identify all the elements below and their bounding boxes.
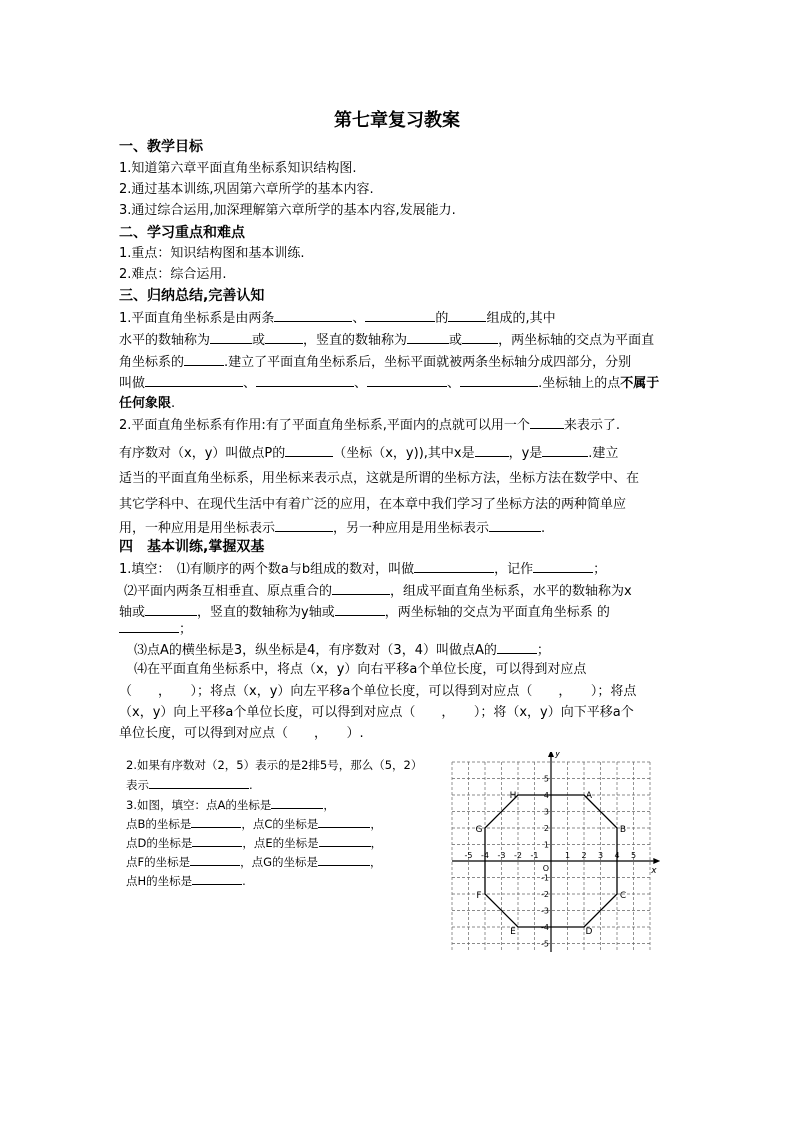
point-label-c: C [619, 891, 627, 901]
text: ， [370, 817, 382, 831]
blank[interactable] [475, 443, 509, 457]
blank[interactable] [145, 373, 243, 387]
blank[interactable] [191, 814, 241, 828]
point-label-g: G [475, 825, 483, 835]
text: 叫做 [119, 376, 146, 391]
objective-3: 3.通过综合运用,加深理解第六章所学的基本内容,发展能力. [119, 203, 456, 218]
y-tick-label: -4 [541, 923, 549, 932]
blank[interactable] [489, 518, 541, 532]
blank[interactable] [192, 833, 242, 847]
blank[interactable] [192, 871, 242, 885]
x-tick-label: 1 [564, 851, 571, 860]
summary-line-1 [119, 308, 556, 328]
blank[interactable] [530, 415, 564, 429]
x-tick-label: -1 [530, 851, 539, 860]
blank[interactable] [271, 795, 323, 809]
fill-q4-line2: （ ， ）；将点（x，y）向左平移a个单位长度，可以得到对应点（ ， ）；将点 [119, 684, 637, 699]
point-label-h: H [509, 791, 517, 801]
text: 3.如图，填空：点A的坐标是 [126, 798, 272, 812]
text: ； [593, 562, 607, 577]
blank[interactable] [533, 559, 593, 573]
y-tick-label: -2 [541, 890, 549, 899]
x-tick-label: 2 [581, 851, 587, 860]
y-axis-arrow-icon [548, 752, 554, 757]
fill-q2-line3 [119, 619, 192, 639]
text: . [541, 521, 546, 536]
text: 1.平面直角坐标系是由两条 [119, 311, 275, 326]
x-tick-label: -5 [464, 851, 473, 860]
blank[interactable] [275, 518, 333, 532]
section-1-heading: 一、教学目标 [119, 139, 203, 155]
text: ； [536, 643, 550, 658]
summary-line-8: 适当的平面直角坐标系，用坐标来表示点，这就是所谓的坐标方法，坐标方法在数学中、在 [119, 471, 640, 486]
exercise-3-row-fg [126, 852, 382, 871]
fill-q4-line1: ⑷在平面直角坐标系中，将点（x，y）向右平移a个单位长度，可以得到对应点 [134, 662, 587, 677]
point-label-d: D [585, 927, 593, 937]
text: . [242, 874, 246, 888]
y-tick-label: -1 [541, 873, 549, 883]
text: .建立了平面直角坐标系后，坐标平面就被两条坐标轴分成四部分，分别 [224, 355, 632, 370]
text: ，两坐标轴的交点为平面直角坐标系 的 [384, 605, 610, 620]
text: 的 [435, 311, 449, 326]
text: （坐标（x，y)),其中x是 [333, 446, 475, 461]
y-tick-label: 5 [543, 774, 549, 784]
text: 点F的坐标是 [126, 855, 191, 869]
point-label-a: A [585, 791, 593, 801]
text: ，组成平面直角坐标系，水平的数轴称为x [390, 584, 632, 599]
blank[interactable] [285, 443, 333, 457]
blank[interactable] [414, 559, 494, 573]
text: ⑶点A的横坐标是3，纵坐标是4，有序数对（3，4）叫做点A的 [134, 643, 497, 658]
y-tick-label: -3 [541, 906, 549, 916]
text: ， [323, 798, 335, 812]
text: .坐标轴上的点 [538, 376, 621, 391]
blank[interactable] [335, 602, 385, 616]
section-3-heading: 三、归纳总结,完善认知 [119, 288, 265, 304]
text: ，两坐标轴的交点为平面直 [498, 333, 655, 348]
exercise-2-line2 [126, 775, 253, 794]
fill-q1 [119, 559, 606, 579]
text: ，竖直的数轴称为y轴或 [197, 605, 335, 620]
exercise-3-row-de [126, 833, 382, 852]
fill-q4-line4: 单位长度，可以得到对应点（ ， ）. [119, 726, 364, 741]
y-tick-label: 1 [543, 840, 549, 850]
y-axis-label: y [555, 752, 561, 760]
summary-line-9: 其它学科中、在现代生活中有着广泛的应用，在本章中我们学习了坐标方法的两种简单应 [119, 497, 627, 512]
blank[interactable] [184, 352, 224, 366]
blank[interactable] [145, 602, 197, 616]
y-tick-label: -5 [541, 939, 549, 949]
page-title: 第七章复习教案 [334, 110, 460, 131]
blank[interactable] [462, 330, 498, 344]
blank[interactable] [367, 373, 447, 387]
text: . [171, 396, 176, 411]
y-tick-label: 4 [543, 791, 549, 800]
section-2-heading: 二、学习重点和难点 [119, 225, 245, 241]
point-label-f: F [476, 891, 482, 901]
x-tick-label: -3 [497, 851, 506, 860]
blank[interactable] [318, 852, 370, 866]
text: 、 [243, 376, 257, 391]
blank[interactable] [407, 330, 449, 344]
point-label-b: B [619, 825, 627, 835]
text: 点D的坐标是 [126, 836, 193, 850]
blank[interactable] [318, 814, 370, 828]
objective-1: 1.知道第六章平面直角坐标系知识结构图. [119, 161, 357, 176]
blank[interactable] [119, 619, 179, 633]
blank[interactable] [497, 640, 537, 654]
text: 表示 [126, 778, 149, 792]
text: ， [370, 855, 382, 869]
blank[interactable] [210, 330, 252, 344]
summary-line-7 [119, 443, 618, 463]
summary-line-4 [119, 373, 659, 393]
y-tick-label: 3 [543, 807, 549, 817]
text: ，点E的坐标是 [242, 836, 319, 850]
text: ，点C的坐标是 [241, 817, 319, 831]
text: ； [179, 622, 193, 637]
blank[interactable] [448, 308, 486, 322]
text: . [249, 778, 253, 792]
coordinate-grid-figure [448, 752, 660, 952]
section-4-heading: 四 基本训练,掌握双基 [119, 539, 265, 555]
fill-q2-line1 [124, 581, 632, 601]
text: 来表示了. [563, 418, 621, 433]
blank[interactable] [319, 833, 371, 847]
text: 组成的,其中 [486, 311, 556, 326]
summary-line-10 [119, 518, 545, 538]
text: ， [370, 836, 383, 850]
origin-label: O [542, 864, 549, 873]
blank[interactable] [190, 852, 240, 866]
fill-q2-line2 [119, 602, 610, 622]
text: ⑵平面内两条互相垂直、原点重合的 [124, 584, 333, 599]
blank[interactable] [274, 308, 352, 322]
text: 2.平面直角坐标系有作用:有了平面直角坐标系,平面内的点就可以用一个 [119, 418, 530, 433]
summary-line-5 [119, 395, 175, 413]
blank[interactable] [332, 581, 390, 595]
text: ，另一种应用是用坐标表示 [333, 521, 490, 536]
text: 或 [449, 333, 463, 348]
summary-line-3 [119, 352, 631, 372]
summary-line-6 [119, 415, 620, 435]
text: ，竖直的数轴称为 [303, 333, 408, 348]
x-tick-label: 3 [597, 851, 604, 860]
objective-2: 2.通过基本训练,巩固第六章所学的基本内容. [119, 182, 374, 197]
exercise-3-row-h [126, 871, 246, 890]
exercise-3-line1 [126, 795, 335, 814]
text: 、 [352, 311, 366, 326]
blank[interactable] [265, 330, 303, 344]
x-axis-label: x [651, 866, 657, 876]
blank[interactable] [149, 775, 249, 789]
text: 1.填空： ⑴有顺序的两个数a与b组成的数对，叫做 [119, 562, 415, 577]
text: 轴或 [119, 605, 146, 620]
text: 或 [252, 333, 266, 348]
text: 、 [354, 376, 368, 391]
x-tick-label: 4 [614, 851, 620, 860]
text: 角坐标系的 [119, 355, 185, 370]
blank[interactable] [542, 443, 588, 457]
x-tick-label: -4 [481, 851, 489, 860]
x-tick-label: -2 [514, 851, 522, 860]
point-label-e: E [510, 927, 516, 937]
difficulty: 2.难点：综合运用. [119, 267, 227, 282]
text: 有序数对（x，y）叫做点P的 [119, 446, 286, 461]
x-tick-label: 5 [630, 851, 637, 860]
text: 点H的坐标是 [126, 874, 193, 888]
key-point: 1.重点：知识结构图和基本训练. [119, 246, 305, 261]
blank[interactable] [460, 373, 538, 387]
y-tick-label: 2 [543, 824, 549, 833]
emphasis-text: 任何象限 [119, 396, 172, 411]
text: 点B的坐标是 [126, 817, 192, 831]
text: ，点G的坐标是 [240, 855, 319, 869]
blank[interactable] [365, 308, 435, 322]
text: 、 [447, 376, 461, 391]
summary-line-2 [119, 330, 654, 350]
text: ，y是 [508, 446, 543, 461]
exercise-2-line1: 2.如果有序数对（2，5）表示的是2排5号，那么（5，2） [126, 758, 423, 772]
text: .建立 [588, 446, 619, 461]
text: ，记作 [494, 562, 534, 577]
text: 用，一种应用是用坐标表示 [119, 521, 276, 536]
exercise-3-row-bc [126, 814, 382, 833]
fill-q3 [134, 640, 550, 660]
emphasis-text: 不属于 [620, 376, 660, 391]
blank[interactable] [256, 373, 354, 387]
x-axis-arrow-icon [653, 858, 660, 864]
text: 水平的数轴称为 [119, 333, 211, 348]
fill-q4-line3: （x，y）向上平移a个单位长度，可以得到对应点（ ， ）；将（x，y）向下平移a个 [119, 705, 634, 720]
